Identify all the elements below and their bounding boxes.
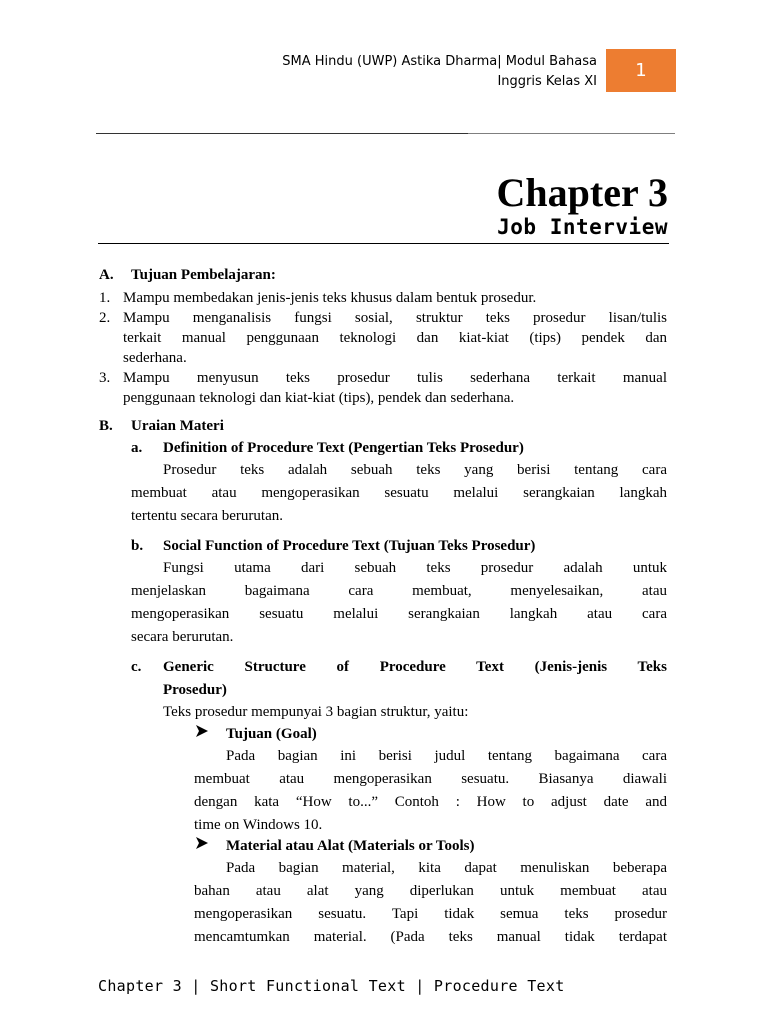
- objective-3-line-1: Mampu menyusun teks prosedur tulis sederhana terkait manual: [123, 370, 667, 386]
- title-divider: [98, 243, 669, 244]
- subsection-a-marker: a.: [131, 440, 143, 456]
- objective-number: 1.: [99, 290, 111, 306]
- subsection-a-heading: Definition of Procedure Text (Pengertian Teks Prosedur): [163, 440, 524, 456]
- objective-number: 3.: [99, 370, 111, 386]
- bullet-materials-title: Material atau Alat (Materials or Tools): [226, 838, 475, 854]
- section-a-marker: A.: [99, 267, 114, 283]
- running-header: [150, 52, 597, 92]
- objective-3-line-2: penggunaan teknologi dan kiat-kiat (tips), pendek dan sederhana.: [123, 390, 515, 406]
- header-line-2: Inggris Kelas XI: [497, 74, 597, 89]
- goal-line-4: time on Windows 10.: [194, 817, 323, 833]
- definition-line-1: Prosedur teks adalah sebuah teks yang berisi tentang cara: [163, 462, 667, 478]
- function-line-1: Fungsi utama dari sebuah teks prosedur adalah untuk: [163, 560, 667, 576]
- structure-intro: Teks prosedur mempunyai 3 bagian struktur, yaitu:: [163, 704, 469, 720]
- function-line-2: menjelaskan bagaimana cara membuat, menyelesaikan, atau: [131, 583, 667, 599]
- page-number-badge: [606, 49, 676, 92]
- section-b-marker: B.: [99, 418, 113, 434]
- page-number: 1: [635, 60, 647, 81]
- objective-2-line-3: sederhana.: [123, 350, 187, 366]
- section-b-heading: Uraian Materi: [131, 418, 224, 434]
- materials-line-1: Pada bagian material, kita dapat menuliskan beberapa: [226, 860, 667, 876]
- arrow-bullet-icon: [195, 724, 209, 745]
- page-footer: Chapter 3 | Short Functional Text | Procedure Text: [98, 977, 565, 995]
- header-line-1: SMA Hindu (UWP) Astika Dharma| Modul Bahasa: [282, 54, 597, 69]
- materials-line-3: mengoperasikan sesuatu. Tapi tidak semua teks prosedur: [194, 906, 667, 922]
- objective-number: 2.: [99, 310, 111, 326]
- definition-line-3: tertentu secara berurutan.: [131, 508, 283, 524]
- objective-1-line-1: Mampu membedakan jenis-jenis teks khusus dalam bentuk prosedur.: [123, 290, 537, 306]
- materials-line-2: bahan atau alat yang diperlukan untuk membuat atau: [194, 883, 667, 899]
- goal-line-2: membuat atau mengoperasikan sesuatu. Biasanya diawali: [194, 771, 667, 787]
- section-a-heading: Tujuan Pembelajaran:: [131, 267, 276, 283]
- subsection-b-marker: b.: [131, 538, 144, 554]
- subsection-c-heading-line-1: Generic Structure of Procedure Text (Jenis-jenis Teks: [163, 659, 667, 675]
- goal-line-3: dengan kata “How to...” Contoh : How to adjust date and: [194, 794, 667, 810]
- chapter-title: Chapter 3: [496, 170, 668, 215]
- subsection-c-marker: c.: [131, 659, 142, 675]
- function-line-4: secara berurutan.: [131, 629, 234, 645]
- arrow-bullet-icon: [195, 836, 209, 857]
- function-line-3: mengoperasikan sesuatu melalui serangkaian langkah atau cara: [131, 606, 667, 622]
- bullet-goal-title: Tujuan (Goal): [226, 726, 317, 742]
- chapter-subtitle: Job Interview: [497, 215, 668, 239]
- header-divider-accent: [96, 133, 468, 134]
- objective-2-line-2: terkait manual penggunaan teknologi dan kiat-kiat (tips) pendek dan: [123, 330, 667, 346]
- definition-line-2: membuat atau mengoperasikan sesuatu melalui serangkaian langkah: [131, 485, 667, 501]
- subsection-c-heading-line-2: Prosedur): [163, 682, 227, 698]
- goal-line-1: Pada bagian ini berisi judul tentang bagaimana cara: [226, 748, 667, 764]
- materials-line-4: mencamtumkan material. (Pada teks manual tidak terdapat: [194, 929, 667, 945]
- subsection-b-heading: Social Function of Procedure Text (Tujuan Teks Prosedur): [163, 538, 536, 554]
- objective-2-line-1: Mampu menganalisis fungsi sosial, struktur teks prosedur lisan/tulis: [123, 310, 667, 326]
